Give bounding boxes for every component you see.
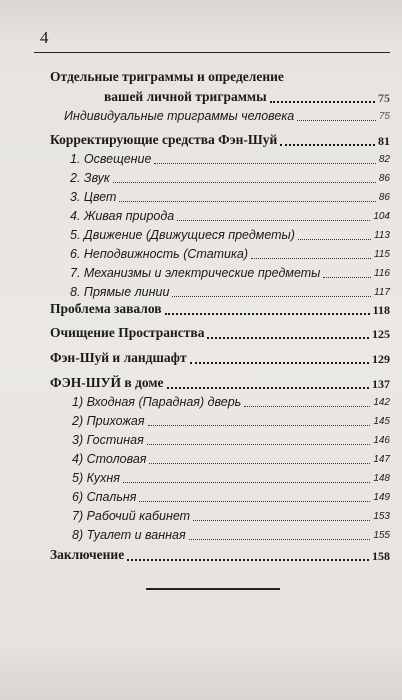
toc-page-number: 81 bbox=[378, 134, 390, 148]
toc-entry-label: 3) Гостиная bbox=[72, 433, 144, 447]
toc-entry-label: 1. Освещение bbox=[70, 152, 152, 166]
toc-entry-label: Очищение Пространства bbox=[50, 325, 205, 340]
toc-entry-label: Индивидуальные триграммы человека bbox=[64, 109, 295, 123]
page-number: 4 bbox=[40, 28, 49, 47]
toc-leader-dots bbox=[149, 463, 370, 464]
toc-page-number: 125 bbox=[372, 327, 390, 341]
toc-leader-dots bbox=[127, 559, 369, 561]
toc-page-number: 149 bbox=[373, 492, 390, 503]
toc-page-number: 153 bbox=[373, 511, 390, 522]
toc-entry-label: Проблема завалов bbox=[50, 301, 162, 316]
toc-entry-label: ФЭН-ШУЙ в доме bbox=[50, 375, 164, 390]
toc-entry-title-line-1: Отдельные триграммы и определение bbox=[50, 69, 284, 84]
toc-entry-label: 5) Кухня bbox=[72, 471, 120, 485]
toc-entry bbox=[0, 324, 402, 346]
toc-entry-label: 4) Столовая bbox=[72, 452, 147, 466]
toc-page-number: 82 bbox=[378, 154, 390, 165]
toc-page-number: 86 bbox=[378, 192, 390, 203]
toc-page-number: 75 bbox=[378, 111, 390, 122]
toc-page-number: 142 bbox=[373, 397, 390, 408]
toc-leader-dots bbox=[154, 163, 375, 164]
toc-entry-label: 2) Прихожая bbox=[72, 414, 145, 428]
toc-entry bbox=[0, 526, 402, 548]
header-rule bbox=[34, 52, 390, 53]
toc-entry-label: 3. Цвет bbox=[70, 190, 117, 204]
toc-page-number: 145 bbox=[373, 416, 390, 427]
toc-page-number: 104 bbox=[373, 211, 390, 222]
toc-page-number: 113 bbox=[374, 230, 390, 241]
toc-entry-label: 6) Спальня bbox=[72, 490, 137, 504]
toc-leader-dots bbox=[323, 277, 371, 278]
toc-entry-label: 6. Неподвижность (Статика) bbox=[70, 247, 249, 261]
toc-entry-label: Заключение bbox=[50, 547, 125, 562]
toc-page-number: 146 bbox=[373, 435, 390, 446]
toc-entry-label: 8. Прямые линии bbox=[70, 285, 170, 299]
toc-leader-dots bbox=[251, 258, 371, 259]
toc-leader-dots bbox=[177, 220, 370, 221]
toc-page-number: 75 bbox=[378, 91, 390, 105]
toc-page-number: 86 bbox=[378, 173, 390, 184]
toc-entry bbox=[0, 546, 402, 568]
toc-leader-dots bbox=[193, 520, 370, 521]
toc-entry-label: Корректирующие средства Фэн-Шуй bbox=[50, 132, 278, 147]
toc-leader-dots bbox=[244, 406, 370, 407]
toc-page-number: 129 bbox=[372, 352, 390, 366]
toc-entry-label: 4. Живая природа bbox=[70, 209, 175, 223]
toc-entry-label: вашей личной триграммы bbox=[104, 89, 267, 104]
toc-leader-dots bbox=[190, 362, 369, 364]
toc-leader-dots bbox=[113, 182, 376, 183]
toc-leader-dots bbox=[207, 337, 369, 339]
toc-leader-dots bbox=[147, 444, 371, 445]
toc-page-number: 147 bbox=[373, 454, 390, 465]
toc-page-number: 116 bbox=[374, 268, 390, 279]
toc-entry-label: 5. Движение (Движущиеся предметы) bbox=[70, 228, 295, 242]
toc-leader-dots bbox=[189, 539, 371, 540]
toc-entry-label: 1) Входная (Парадная) дверь bbox=[72, 395, 242, 409]
toc-entry bbox=[0, 107, 402, 129]
toc-leader-dots bbox=[165, 313, 370, 315]
toc-page-number: 115 bbox=[374, 249, 390, 260]
toc-leader-dots bbox=[298, 239, 371, 240]
toc-page-number: 118 bbox=[372, 303, 390, 317]
toc-page-number: 137 bbox=[372, 377, 390, 391]
toc-page-number: 155 bbox=[373, 530, 390, 541]
toc-leader-dots bbox=[167, 387, 369, 389]
toc-entry-label: 7. Механизмы и электрические предметы bbox=[70, 266, 321, 280]
toc-leader-dots bbox=[297, 120, 376, 121]
toc-entry bbox=[0, 349, 402, 371]
toc-leader-dots bbox=[172, 296, 371, 297]
toc-entry-label: 7) Рабочий кабинет bbox=[72, 509, 191, 523]
toc-leader-dots bbox=[270, 101, 375, 103]
toc-leader-dots bbox=[119, 201, 375, 202]
toc-entry-label: 8) Туалет и ванная bbox=[72, 528, 186, 542]
toc-leader-dots bbox=[280, 144, 375, 146]
toc-page-number: 158 bbox=[372, 549, 390, 563]
toc-leader-dots bbox=[148, 425, 371, 426]
toc-leader-dots bbox=[123, 482, 370, 483]
toc-page-number: 148 bbox=[373, 473, 390, 484]
toc-entry bbox=[0, 300, 402, 322]
toc-leader-dots bbox=[139, 501, 370, 502]
toc-entry-label: 2. Звук bbox=[70, 171, 110, 185]
toc-entry-label: Фэн-Шуй и ландшафт bbox=[50, 350, 187, 365]
toc-page-number: 117 bbox=[374, 287, 390, 298]
end-rule bbox=[146, 588, 280, 590]
